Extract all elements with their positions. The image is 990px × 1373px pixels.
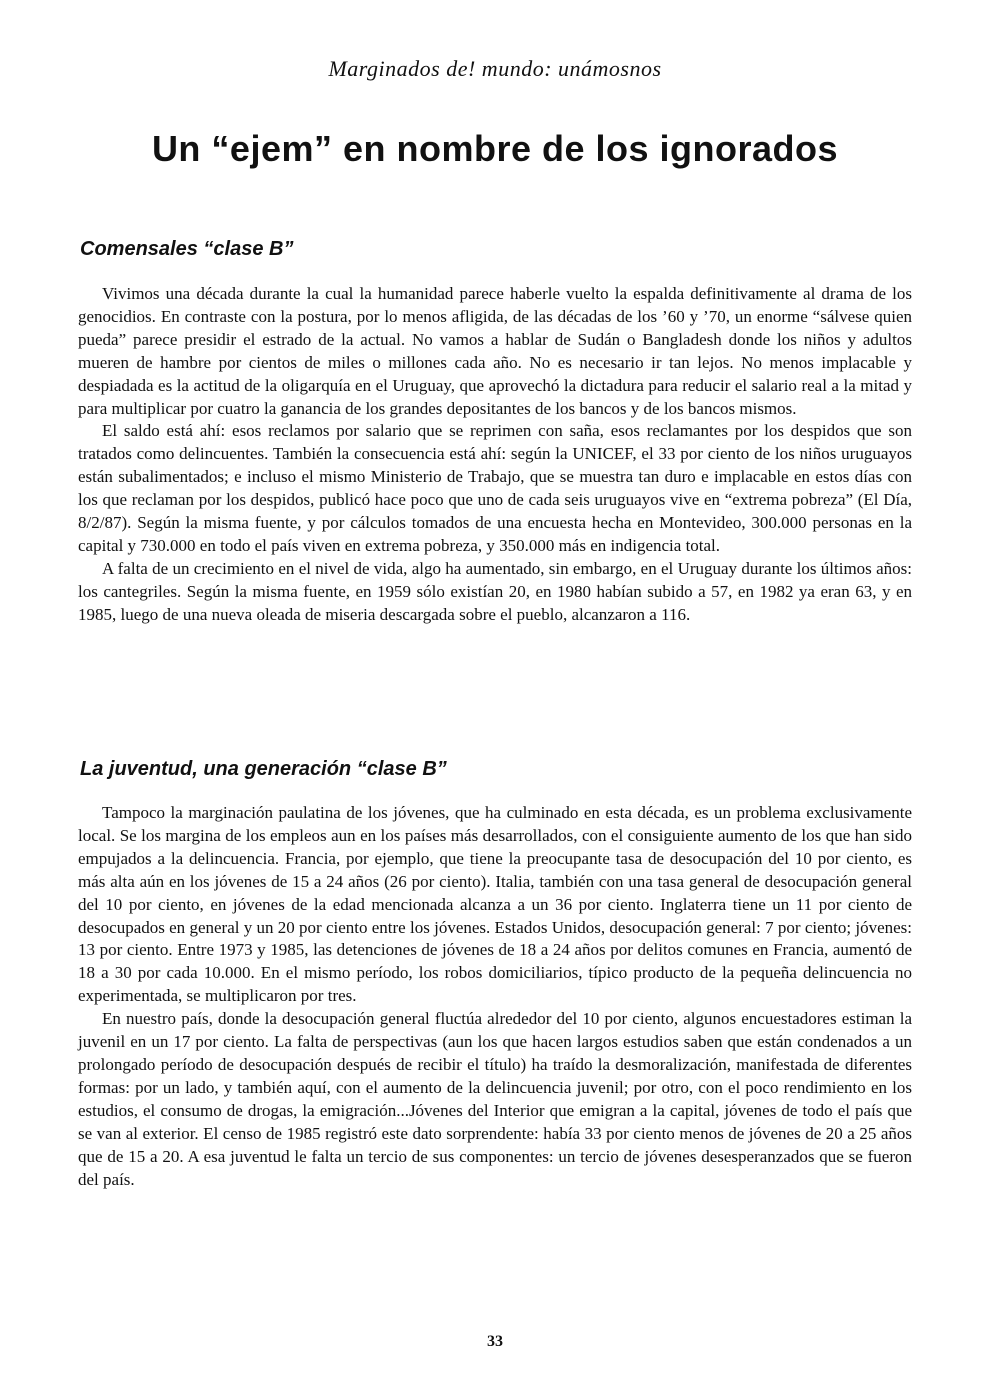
section-heading-comensales: Comensales “clase B” [80, 238, 294, 260]
page-number: 33 [487, 1333, 503, 1350]
section-heading-juventud: La juventud, una generación “clase B” [80, 758, 447, 780]
paragraph: Vivimos una década durante la cual la humanidad parece haberle vuelto la espalda definitivamente al drama de los genocidios. En contraste con la postura, por lo menos afligida, de las décadas de los ’60 y ’70, un enorme “sálvese quien pueda” parece presidir el estrado de la actual. No vamos a hablar de Sudán o Bangladesh donde los niños y adultos mueren de hambre por cientos de miles o millones cada año. No es necesario ir tan lejos. No menos implacable y despiadada es la actitud de la oligarquía en el Uruguay, que aprovechó la dictadura para reducir el salario real a la mitad y para multiplicar por cuatro la ganancia de los grandes depositantes de los bancos y de los bancos mismos. [78, 284, 912, 418]
paragraph: A falta de un crecimiento en el nivel de vida, algo ha aumentado, sin embargo, en el Uruguay durante los últimos años: los cantegriles. Según la misma fuente, en 1959 sólo existían 20, en 1980 habían subido a 57, en 1982 ya eran 63, y en 1985, luego de una nueva oleada de miseria descargada sobre el pueblo, alcanzaron a 116. [78, 558, 912, 624]
document-page [78, 0, 912, 1373]
paragraph: Tampoco la marginación paulatina de los jóvenes, que ha culminado en esta década, es un problema exclusivamente local. Se los margina de los empleos aun en los países más desarrollados, con el consiguiente aumento de los que han sido empujados a la delincuencia. Francia, por ejemplo, que tiene la preocupante tasa de desocupación del 10 por ciento, es más alta aún en los jóvenes de 15 a 24 años (26 por ciento). Italia, también con una tasa general de desocupación general del 10 por ciento, en jóvenes de la edad mencionada alcanza a un 36 por ciento. Inglaterra tiene un 11 por ciento de desocupados en general y un 20 por ciento entre los jóvenes. Estados Unidos, desocupación general: 7 por ciento; jóvenes: 13 por ciento. Entre 1973 y 1985, las detenciones de jóvenes de 18 a 24 años por delitos comunes en Francia, aumentó de 18 a 30 por cada 10.000. En el mismo período, los robos domiciliarios, típico producto de la pequeña delincuencia no experimentada, se multiplicaron por tres. [78, 803, 912, 1006]
article-title: Un “ejem” en nombre de los ignorados [151, 128, 839, 169]
section-body-comensales [78, 283, 912, 627]
paragraph: El saldo está ahí: esos reclamos por salario que se reprimen con saña, esos reclamantes por los despidos que son tratados como delincuentes. También la consecuencia está ahí: según la UNICEF, el 33 por ciento de los niños uruguayos están subalimentados; e incluso el mismo Ministerio de Trabajo, que se muestra tan duro e implacable en estos días con los que reclaman por los despidos, publicó hace poco que uno de cada seis uruguayos vive en “extrema pobreza” (El Día, 8/2/87). Según la misma fuente, y por cálculos tomados de una encuesta hecha en Montevideo, 300.000 personas en la capital y 730.000 en todo el país viven en extrema pobreza, y 350.000 más en indigencia total. [78, 421, 912, 555]
section-body-juventud [78, 802, 912, 1191]
running-head: Marginados de! mundo: unámosnos [328, 56, 662, 81]
paragraph: En nuestro país, donde la desocupación general fluctúa alrededor del 10 por ciento, algunos encuestadores estiman la juvenil en un 17 por ciento. La falta de perspectivas (aun los que hacen largos estudios saben que están condenados a un prolongado período de desocupación después de recibir el título) ha traído la desmoralización, manifestada de diferentes formas: por un lado, y también aquí, con el aumento de la delincuencia juvenil; por otro, con el poco rendimiento en los estudios, el consumo de drogas, la emigración...Jóvenes del Interior que emigran a la capital, jóvenes de todo el país que se van al exterior. El censo de 1985 registró este dato sorprendente: había 33 por ciento menos de jóvenes de 20 a 25 años que de 15 a 20. A esa juventud le falta un tercio de sus componentes: un tercio de jóvenes desesperanzados que se fueron del país. [78, 1009, 912, 1189]
